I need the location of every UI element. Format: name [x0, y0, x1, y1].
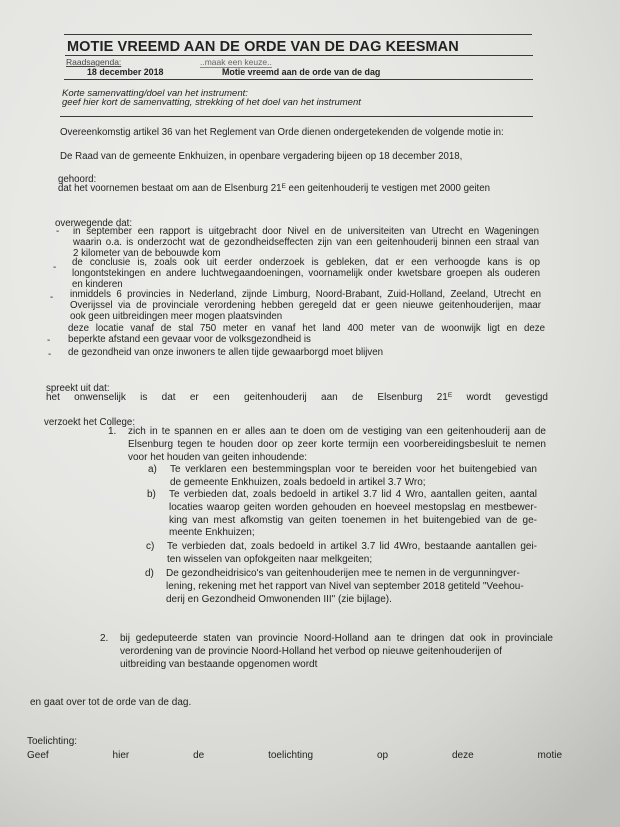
- considering-item-5: [68, 347, 545, 358]
- heard-superscript: E: [281, 183, 286, 190]
- request-2-line-1: bij gedeputeerde staten van provincie Noord-Holland aan te dringen dat ook in provinciale: [120, 633, 553, 644]
- summary-text: geef hier kort de samenvatting, strekking of het doel van het instrument: [62, 97, 361, 108]
- heard-text: [58, 183, 490, 194]
- agenda-label: Raadsagenda:: [66, 57, 122, 67]
- subitem-d-text: [166, 568, 541, 606]
- declares-label: spreekt uit dat:: [46, 383, 110, 394]
- considering-item-2-line-1: de conclusie is, zoals ook uit eerder onderzoek is gebleken, dat er een verhoogde kans is op: [72, 257, 540, 268]
- heard-text-after: een geitenhouderij te vestigen met 2000 geiten: [285, 183, 490, 194]
- subitem-a-line-2: de gemeente Enkhuizen, zoals bedoeld in artikel 3.7 Wro;: [170, 476, 426, 488]
- considering-bullet-4: -: [47, 335, 51, 346]
- rule-title-underline: [65, 55, 533, 56]
- council-text: De Raad van de gemeente Enkhuizen, in openbare vergadering bijeen op 18 december 2018,: [60, 151, 463, 162]
- requests-label: verzoekt het College:: [44, 417, 136, 428]
- request-1-line-2: Elsenburg tegen te houden door op zeer korte termijn een voorbereidingsbesluit te nemen: [128, 438, 546, 450]
- request-1-text: [128, 426, 546, 464]
- intro-text: Overeenkomstig artikel 36 van het Reglement van Orde dienen ondergetekenden de volgende motie in:: [60, 127, 504, 138]
- request-2-line-2: verordening van de provincie Noord-Holland het verbod op nieuwe geitenhouderijen of: [120, 645, 502, 657]
- considering-item-4-line-1: deze locatie vanaf de stal 750 meter en vanaf het land 400 meter van de woonwijk ligt en deze: [68, 323, 545, 334]
- considering-item-4-line-2: beperkte afstand een gevaar voor de volksgezondheid is: [68, 334, 311, 345]
- considering-item-3: [70, 289, 541, 322]
- subitem-d-marker: d): [145, 568, 154, 579]
- closing-text: en gaat over tot de orde van de dag.: [30, 697, 192, 708]
- considering-bullet-3: -: [50, 292, 54, 303]
- subitem-c-line-2: ten wisselen van opfokgeiten naar melkgeiten;: [167, 553, 373, 565]
- subitem-c-text: [167, 541, 537, 567]
- declares-text: [46, 392, 548, 404]
- heard-text-before: dat het voornemen bestaat om aan de Elsenburg 21: [58, 183, 282, 194]
- considering-bullet-2: -: [53, 262, 57, 273]
- considering-item-2: [72, 257, 540, 290]
- subitem-c-marker: c): [146, 541, 155, 552]
- subitem-b-line-3: king van mest afkomstig van geiten toenemen in het buitengebied van de ge-: [169, 514, 537, 526]
- subitem-a-text: [170, 464, 537, 490]
- subitem-c-line-1: Te verbieden dat, zoals bedoeld in artikel 3.7 lid 4Wro, bestaande aantallen gei-: [167, 541, 537, 552]
- subitem-a-marker: a): [148, 464, 157, 475]
- request-1-marker: 1.: [108, 426, 117, 437]
- considering-item-5-line-1: de gezondheid van onze inwoners te allen tijde gewaarborgd moet blijven: [68, 347, 384, 358]
- subitem-b-line-2: locaties waarop geiten worden gehouden en hoeveel mestopslag en mestbewer-: [169, 501, 537, 513]
- subitem-d-line-2: lening, rekening met het rapport van Nivel van september 2018 getiteld "Veehou-: [166, 580, 524, 592]
- subitem-a-line-1: Te verklaren een bestemmingsplan voor te bereiden voor het buitengebied van: [170, 464, 537, 475]
- considering-item-3-line-2: Overijssel via de provinciale verordening hebben geregeld dat er geen nieuwe geitenhouderijen, maar: [70, 300, 541, 311]
- considering-bullet-5: -: [48, 349, 52, 360]
- explanation-label: Toelichting:: [27, 736, 78, 747]
- request-2-text: [120, 633, 553, 671]
- subitem-d-line-1: De gezondheidrisico's van geitenhouderijen mee te nemen in de vergunningver-: [166, 568, 520, 579]
- motion-type: Motie vreemd aan de orde van de dag: [222, 67, 381, 77]
- considering-label: overwegende dat:: [55, 218, 133, 229]
- summary-label: Korte samenvatting/doel van het instrument:: [62, 88, 248, 99]
- meeting-date: 18 december 2018: [87, 67, 164, 77]
- considering-bullet-1: -: [56, 226, 60, 237]
- request-2-line-3: uitbreiding van bestaande opgenomen wordt: [120, 658, 318, 670]
- rule-header-bottom: [64, 79, 533, 80]
- declares-text-after: wordt gevestigd: [452, 392, 548, 403]
- considering-item-2-line-3: en kinderen: [72, 279, 123, 290]
- declares-superscript: E: [447, 392, 453, 399]
- motion-title: MOTIE VREEMD AAN DE ORDE VAN DE DAG KEESMAN: [67, 39, 459, 55]
- request-1-line-1: zich in te spannen en er alles aan te doen om de vestiging van een geitenhouderij aan de: [128, 426, 546, 437]
- subitem-b-text: [169, 489, 537, 540]
- subitem-d-line-3: derij en Gezondheid Omwonenden III" (zie bijlage).: [166, 593, 392, 605]
- rule-summary-bottom: [60, 116, 533, 117]
- considering-item-1: [73, 226, 539, 259]
- subitem-b-line-4: meente Enkhuizen;: [169, 527, 255, 539]
- considering-item-1-line-1: in september een rapport is uitgebracht door Nivel en de universiteiten van Utrecht en Wageningen: [73, 226, 539, 237]
- considering-item-2-line-2: longontstekingen en andere luchtwegaandoeningen, voornamelijk onder kwetsbare groepen als ouderen: [72, 268, 540, 279]
- subitem-b-line-1: Te verbieden dat, zoals bedoeld in artikel 3.7 lid 4 Wro, aantallen geiten, aantal: [169, 489, 537, 500]
- rule-top: [64, 34, 532, 35]
- considering-item-1-line-2: waarin o.a. is onderzocht wat de gezondheidseffecten zijn van een geitenhouderij binnen een straal van: [73, 237, 539, 248]
- considering-item-1-line-3: 2 kilometer van de bebouwde kom: [73, 248, 221, 259]
- considering-item-4: [68, 323, 545, 345]
- explanation-text: Geef hier de toelichting op deze motie: [27, 750, 562, 761]
- heard-label: gehoord:: [58, 174, 97, 185]
- subitem-b-marker: b): [147, 489, 156, 500]
- declares-text-before: het onwenselijk is dat er een geitenhouderij aan de Elsenburg 21: [46, 392, 448, 403]
- considering-item-3-line-1: inmiddels 6 provincies in Nederland, zijnde Limburg, Noord-Brabant, Zuid-Holland, Zeeland, Utrecht en: [70, 289, 541, 300]
- request-1-line-3: voor het houden van geiten inhoudende:: [128, 451, 308, 463]
- agenda-choice: ..maak een keuze..: [200, 57, 272, 67]
- considering-item-3-line-3: ook geen uitbreidingen meer mogen plaatsvinden: [70, 311, 283, 322]
- request-2-marker: 2.: [100, 633, 109, 644]
